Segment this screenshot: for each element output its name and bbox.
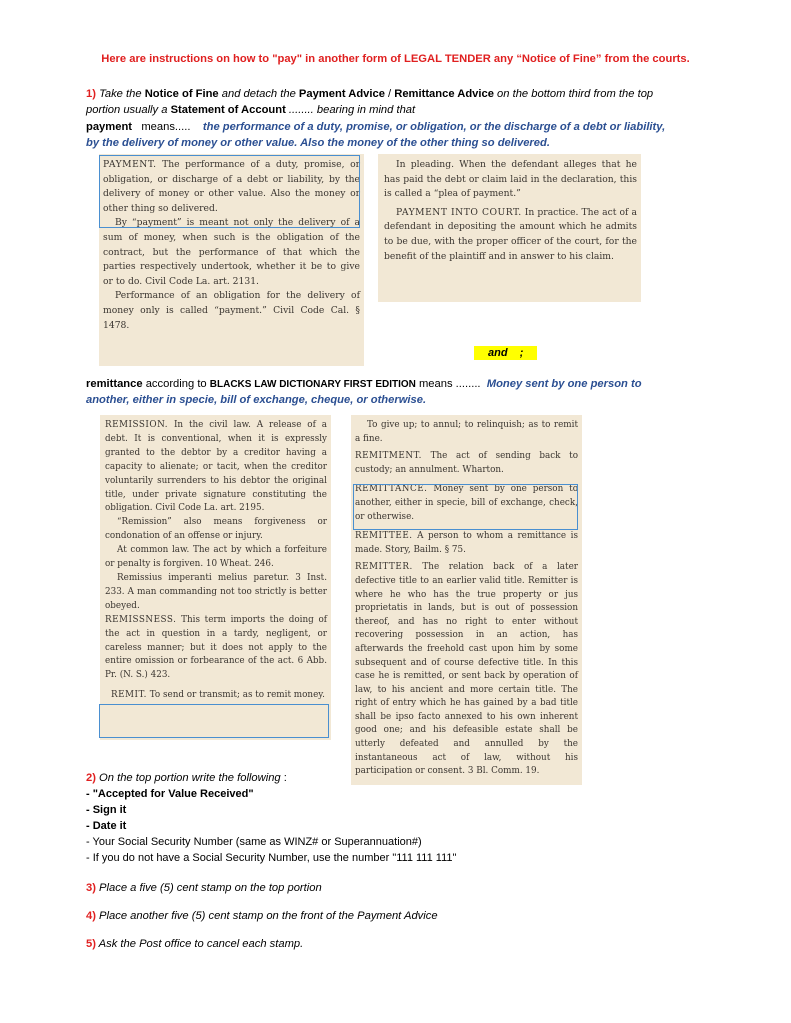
payment-term: payment (86, 121, 133, 133)
step1-line3 (86, 119, 665, 135)
remittance-line1 (86, 376, 642, 393)
entry-text: The relation back of a later defective title to an earlier valid title. Remitter is where he who has the true property or jus proprietatis in lands, but is out of possession thereof, and has no right to enter without recovering possession in an action, has afterwards the freehold cast upon him by some subsequent and of course defective title. In this case he is remitted, or sent back by operation of law, to his ancient and more certain title. The right of entry which he has gained by a bad title shall be ipso facto annexed to his own inherent good one; and his defeasible estate shall be utterly defeated and annulled by the instantaneous act of law, without his participation or consent. 3 Bl. Comm. 19. (355, 562, 578, 777)
remittance-term: remittance (86, 378, 143, 390)
entry-heading: REMITTANCE. (355, 484, 428, 495)
step5-number: 5) (86, 938, 96, 950)
step1-line4: by the delivery of money or other value. Also the money of the other thing so delivered. (86, 137, 550, 149)
list-item: - Your Social Security Number (same as WINZ# or Superannuation#) (86, 836, 422, 848)
entry-text: Remissius imperanti melius paretur. 3 Inst. 233. A man commanding not too strictly is better obeyed. (105, 572, 327, 611)
highlight-box-remit (99, 704, 329, 738)
remittance-line2: another, either in specie, bill of exchange, cheque, or otherwise. (86, 394, 427, 406)
entry-text: In the civil law. A release of a debt. It is conventional, when it is expressly granted to the debtor by a creditor having a capacity to alienate; or tacit, when the creditor voluntarily surrenders to his debtor the original title, under private signature constituting the obligation. Civil Code La. art. 2195. (105, 420, 327, 514)
step2-list (86, 786, 456, 866)
step1-text: Take the (99, 88, 145, 100)
step1-line1 (86, 86, 653, 102)
entry-text: “Remission” also means forgiveness or condonation of an offense or injury. (105, 517, 327, 542)
step5-text: Ask the Post office to cancel each stamp. (95, 938, 304, 950)
step4-line (86, 908, 438, 924)
step1-text: ........ bearing in mind that (285, 104, 416, 116)
remittance-text: means ........ (415, 378, 487, 390)
entry-text: Money sent by one person to another, either in specie, bill of exchange, check, or otherwise. (355, 484, 578, 522)
entry-text: In practice. The act of a defendant in depositing the amount which he admits to be due, with the proper officer of the court, for the benefit of the plaintiff and in answer to his claim. (384, 206, 637, 262)
dictionary-scan-remitment (351, 415, 582, 785)
step1-text: and detach the (218, 88, 299, 100)
entry-text: By “payment” is meant not only the delivery of a sum of money, when such is the obligation of the contract, but the performance of that which the parties respectively undertook, whether it be to give or to do. Civil Code La. art. 2131. (103, 217, 360, 287)
step5-line (86, 936, 303, 952)
means-text: means..... (132, 121, 203, 133)
blacks-law-title: BLACKS LAW DICTIONARY FIRST EDITION (209, 379, 416, 390)
step2-text: On the top portion write the following (95, 772, 281, 784)
entry-heading: PAYMENT. (103, 159, 157, 170)
highlight-box-payment (99, 155, 360, 228)
entry-heading: REMITTER. (355, 562, 413, 573)
list-item: - Date it (86, 820, 127, 832)
and-label: and ; (474, 347, 537, 359)
step4-number: 4) (86, 910, 96, 922)
entry-text: At common law. The act by which a forfeiture or penalty is forgiven. 10 Wheat. 246. (105, 545, 327, 570)
list-item: - Sign it (86, 804, 127, 816)
step3-line (86, 880, 322, 896)
remittance-definition: Money sent by one person to (486, 378, 642, 390)
slash: / (384, 88, 395, 100)
list-item: - If you do not have a Social Security Number, use the number "111 111 111" (86, 852, 457, 864)
entry-heading: REMISSNESS. (105, 614, 177, 625)
remittance-advice-term: Remittance Advice (394, 88, 494, 100)
page-title: Here are instructions on how to "pay" in another form of LEGAL TENDER any “Notice of Fine” from the courts. (101, 53, 690, 65)
dictionary-scan-remission (100, 415, 331, 740)
statement-of-account-term: Statement of Account (170, 104, 286, 116)
payment-advice-term: Payment Advice (298, 88, 385, 100)
entry-text: The performance of a duty, promise, or obligation, or discharge of a debt or liability, by the delivery of money or other value. Also the money or other thing so delivered. (103, 159, 360, 214)
entry-text: To send or transmit; as to remit money. (146, 690, 325, 701)
step1-text: portion usually a (86, 104, 171, 116)
step2-colon: : (280, 772, 287, 784)
step1-number: 1) (86, 88, 96, 100)
entry-heading: REMITTEE. (355, 531, 413, 542)
entry-text: This term imports the doing of the act in question in a tardy, negligent, or careless manner; but it does not apply to the entire omission or forbearance of the act. 6 Abb. Pr. (N. S.) 423. (105, 614, 327, 681)
entry-text: In pleading. When the defendant alleges that he has paid the debt or claim laid in the declaration, this is called a “plea of payment.” (384, 159, 637, 200)
notice-of-fine-term: Notice of Fine (144, 88, 219, 100)
step2-line (86, 770, 287, 786)
remittance-text: according to (142, 378, 210, 390)
payment-definition: the performance of a duty, promise, or obligation, or the discharge of a debt or liability, (202, 121, 666, 133)
entry-text: Performance of an obligation for the delivery of money only is called “payment.” Civil Code Cal. § 1478. (103, 290, 360, 331)
dictionary-scan-pleading (378, 154, 641, 302)
step1-text: on the bottom third from the top (493, 88, 654, 100)
step4-text: Place another five (5) cent stamp on the front of the Payment Advice (95, 910, 438, 922)
step1-line2 (86, 102, 415, 118)
entry-text: A person to whom a remittance is made. Story, Bailm. § 75. (355, 531, 578, 555)
entry-heading: REMISSION. (105, 420, 169, 430)
step3-number: 3) (86, 882, 96, 894)
step2-number: 2) (86, 772, 96, 784)
highlight-box-remittance (353, 484, 578, 530)
entry-heading: REMIT. (111, 690, 147, 701)
step3-text: Place a five (5) cent stamp on the top portion (95, 882, 322, 894)
entry-heading: REMITMENT. (355, 451, 422, 462)
list-item: - "Accepted for Value Received" (86, 788, 254, 800)
entry-text: To give up; to annul; to relinquish; as to remit a fine. (355, 420, 578, 444)
entry-text: The act of sending back to custody; an annulment. Wharton. (355, 451, 578, 475)
entry-heading: PAYMENT INTO COURT. (396, 206, 522, 218)
